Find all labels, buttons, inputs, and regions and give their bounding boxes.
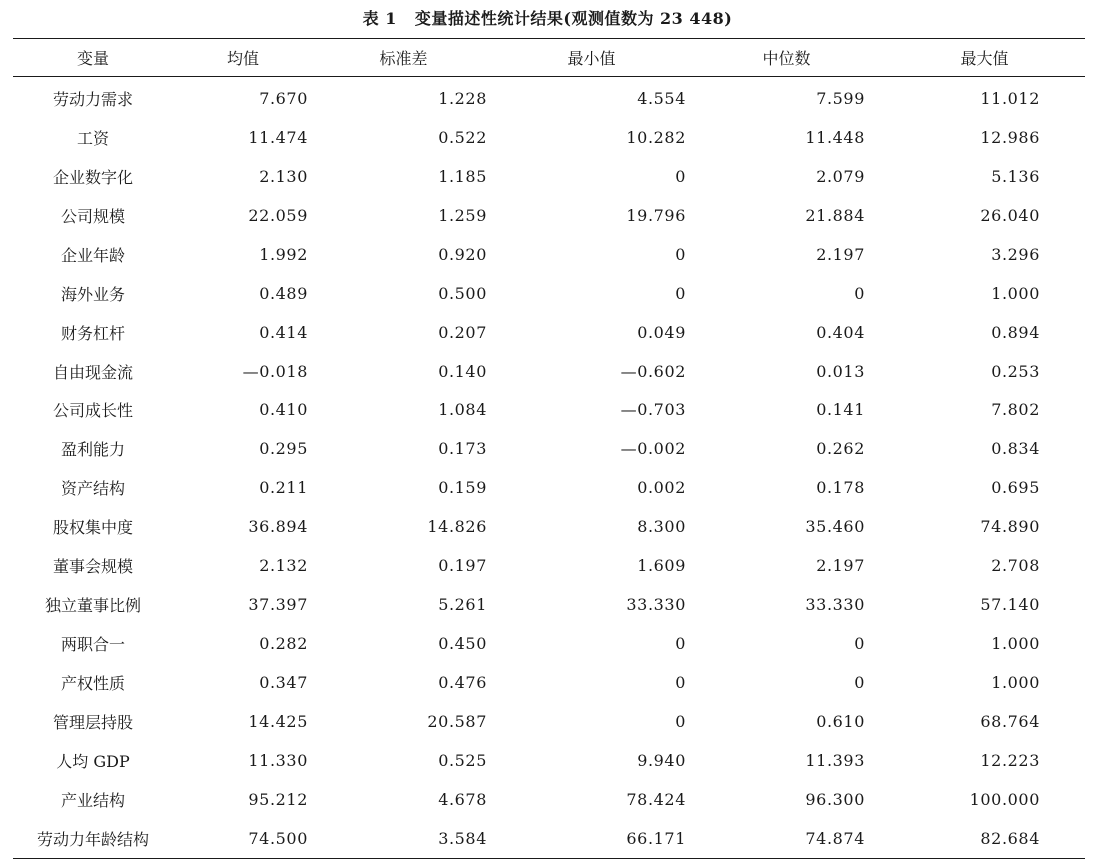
variable-cell: 企业年龄 — [60, 245, 125, 265]
variable-cell: 产权性质 — [60, 674, 125, 694]
median-cell: 2.079 — [816, 166, 865, 186]
min-cell: 0.002 — [637, 478, 686, 498]
mean-cell: 22.059 — [248, 205, 308, 225]
variable-cell: 董事会规模 — [52, 557, 133, 577]
median-cell: 7.599 — [816, 88, 865, 108]
std-dev-cell: 0.173 — [438, 439, 487, 459]
min-cell: 9.940 — [637, 750, 686, 770]
max-cell: 2.708 — [991, 556, 1040, 576]
mean-cell: 11.474 — [248, 127, 308, 147]
std-dev-cell: 1.084 — [438, 400, 487, 420]
std-dev-cell: 0.197 — [438, 556, 487, 576]
table-row — [13, 546, 1085, 585]
table-row — [13, 702, 1085, 741]
table-number: 表 1 — [362, 9, 397, 28]
min-cell: —0.602 — [620, 361, 686, 381]
std-dev-cell: 0.920 — [438, 244, 487, 264]
table-body — [13, 77, 1085, 859]
median-cell: 0.013 — [816, 361, 865, 381]
std-dev-cell: 0.476 — [438, 673, 487, 693]
variable-cell: 自由现金流 — [52, 362, 133, 382]
mean-cell: 7.670 — [259, 88, 308, 108]
header-row — [13, 39, 1085, 77]
variable-cell: 人均 GDP — [56, 751, 130, 771]
mean-cell: 95.212 — [248, 789, 308, 809]
min-cell: 33.330 — [626, 595, 686, 615]
variable-cell: 两职合一 — [60, 635, 125, 655]
header-std-dev: 标准差 — [379, 49, 428, 68]
variable-cell: 工资 — [76, 128, 109, 148]
max-cell: 7.802 — [991, 400, 1040, 420]
mean-cell: 2.132 — [259, 556, 308, 576]
table-title: 变量描述性统计结果(观测值数为 23 448) — [414, 9, 733, 28]
header-variable: 变量 — [76, 49, 109, 68]
min-cell: 19.796 — [626, 205, 686, 225]
variable-cell: 独立董事比例 — [44, 596, 141, 616]
mean-cell: 37.397 — [248, 595, 308, 615]
mean-cell: 0.414 — [259, 322, 308, 342]
mean-cell: 74.500 — [248, 828, 308, 848]
variable-cell: 盈利能力 — [60, 440, 125, 460]
table-row — [13, 313, 1085, 352]
min-cell: 10.282 — [626, 127, 686, 147]
table-row — [13, 663, 1085, 702]
median-cell: 0 — [854, 283, 865, 303]
min-cell: 0.049 — [637, 322, 686, 342]
std-dev-cell: 0.159 — [438, 478, 487, 498]
max-cell: 26.040 — [980, 205, 1040, 225]
min-cell: 1.609 — [637, 556, 686, 576]
median-cell: 0.141 — [816, 400, 865, 420]
table-row — [13, 77, 1085, 118]
std-dev-cell: 0.522 — [438, 127, 487, 147]
max-cell: 11.012 — [980, 88, 1040, 108]
table-row — [13, 235, 1085, 274]
mean-cell: 36.894 — [248, 517, 308, 537]
table-row — [13, 352, 1085, 391]
mean-cell: 0.282 — [259, 634, 308, 654]
std-dev-cell: 1.259 — [438, 205, 487, 225]
table-row — [13, 429, 1085, 468]
header-mean: 均值 — [226, 49, 259, 68]
descriptive-statistics-table — [13, 38, 1085, 859]
table-row — [13, 624, 1085, 663]
median-cell: 11.393 — [805, 750, 865, 770]
max-cell: 100.000 — [969, 789, 1040, 809]
max-cell: 74.890 — [980, 517, 1040, 537]
variable-cell: 资产结构 — [60, 479, 125, 499]
table-caption — [0, 6, 1095, 29]
std-dev-cell: 0.525 — [438, 750, 487, 770]
variable-cell: 公司成长性 — [52, 401, 133, 421]
max-cell: 5.136 — [991, 166, 1040, 186]
std-dev-cell: 14.826 — [427, 517, 487, 537]
header-min: 最小值 — [567, 49, 616, 68]
max-cell: 1.000 — [991, 634, 1040, 654]
median-cell: 0.404 — [816, 322, 865, 342]
max-cell: 0.894 — [991, 322, 1040, 342]
min-cell: 4.554 — [637, 88, 686, 108]
mean-cell: 0.211 — [259, 478, 308, 498]
header-median: 中位数 — [762, 49, 811, 68]
median-cell: 33.330 — [805, 595, 865, 615]
mean-cell: —0.018 — [242, 361, 308, 381]
min-cell: 78.424 — [626, 789, 686, 809]
max-cell: 1.000 — [991, 283, 1040, 303]
table-row — [13, 118, 1085, 157]
variable-cell: 企业数字化 — [52, 167, 133, 187]
table-row — [13, 819, 1085, 858]
header-max: 最大值 — [960, 49, 1009, 68]
variable-cell: 产业结构 — [60, 790, 125, 810]
variable-cell: 公司规模 — [60, 206, 125, 226]
min-cell: 0 — [675, 283, 686, 303]
median-cell: 35.460 — [805, 517, 865, 537]
std-dev-cell: 5.261 — [438, 595, 487, 615]
table-row — [13, 391, 1085, 430]
max-cell: 12.223 — [980, 750, 1040, 770]
mean-cell: 0.295 — [259, 439, 308, 459]
table-row — [13, 468, 1085, 507]
table-row — [13, 196, 1085, 235]
mean-cell: 14.425 — [248, 711, 308, 731]
mean-cell: 1.992 — [259, 244, 308, 264]
std-dev-cell: 3.584 — [438, 828, 487, 848]
max-cell: 0.695 — [991, 478, 1040, 498]
median-cell: 2.197 — [816, 556, 865, 576]
min-cell: 0 — [675, 673, 686, 693]
std-dev-cell: 0.450 — [438, 634, 487, 654]
table-row — [13, 157, 1085, 196]
median-cell: 2.197 — [816, 244, 865, 264]
variable-cell: 财务杠杆 — [60, 323, 125, 343]
median-cell: 0.262 — [816, 439, 865, 459]
min-cell: 0 — [675, 244, 686, 264]
max-cell: 1.000 — [991, 673, 1040, 693]
std-dev-cell: 1.228 — [438, 88, 487, 108]
min-cell: 8.300 — [637, 517, 686, 537]
min-cell: 0 — [675, 711, 686, 731]
median-cell: 0 — [854, 673, 865, 693]
median-cell: 96.300 — [805, 789, 865, 809]
std-dev-cell: 0.500 — [438, 283, 487, 303]
std-dev-cell: 1.185 — [438, 166, 487, 186]
mean-cell: 2.130 — [259, 166, 308, 186]
std-dev-cell: 4.678 — [438, 789, 487, 809]
variable-cell: 劳动力年龄结构 — [36, 829, 149, 849]
max-cell: 3.296 — [991, 244, 1040, 264]
median-cell: 21.884 — [805, 205, 865, 225]
variable-cell: 管理层持股 — [52, 712, 133, 732]
table-row — [13, 274, 1085, 313]
min-cell: —0.002 — [620, 439, 686, 459]
table-row — [13, 741, 1085, 780]
std-dev-cell: 20.587 — [427, 711, 487, 731]
max-cell: 0.253 — [991, 361, 1040, 381]
max-cell: 82.684 — [980, 828, 1040, 848]
variable-cell: 海外业务 — [60, 284, 125, 304]
table-row — [13, 507, 1085, 546]
median-cell: 0.610 — [816, 711, 865, 731]
median-cell: 0 — [854, 634, 865, 654]
median-cell: 0.178 — [816, 478, 865, 498]
median-cell: 11.448 — [805, 127, 865, 147]
table-header — [13, 39, 1085, 77]
variable-cell: 劳动力需求 — [52, 89, 133, 109]
max-cell: 0.834 — [991, 439, 1040, 459]
median-cell: 74.874 — [805, 828, 865, 848]
mean-cell: 11.330 — [248, 750, 308, 770]
min-cell: —0.703 — [620, 400, 686, 420]
min-cell: 0 — [675, 166, 686, 186]
mean-cell: 0.489 — [259, 283, 308, 303]
std-dev-cell: 0.207 — [438, 322, 487, 342]
table-row — [13, 780, 1085, 819]
max-cell: 57.140 — [980, 595, 1040, 615]
std-dev-cell: 0.140 — [438, 361, 487, 381]
mean-cell: 0.347 — [259, 673, 308, 693]
variable-cell: 股权集中度 — [52, 518, 133, 538]
min-cell: 0 — [675, 634, 686, 654]
max-cell: 12.986 — [980, 127, 1040, 147]
max-cell: 68.764 — [980, 711, 1040, 731]
min-cell: 66.171 — [626, 828, 686, 848]
table-row — [13, 585, 1085, 624]
mean-cell: 0.410 — [259, 400, 308, 420]
